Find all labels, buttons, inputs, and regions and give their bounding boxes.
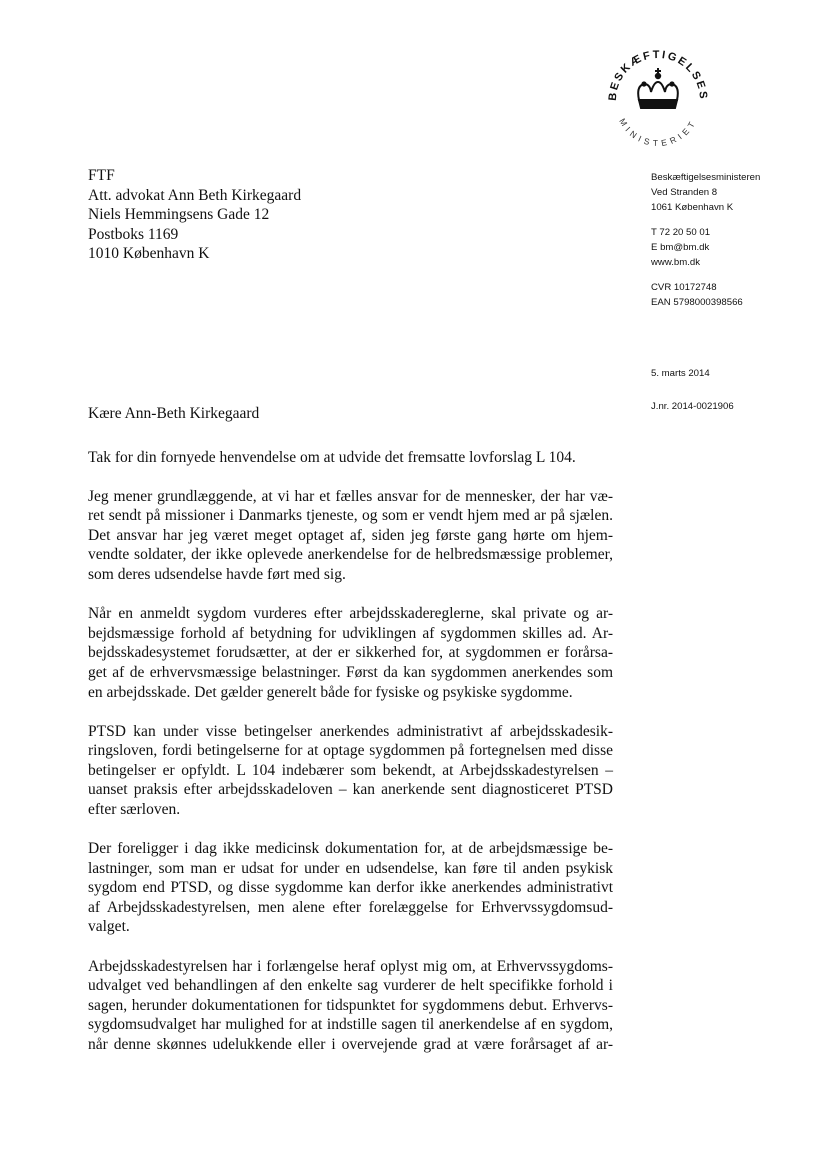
recipient-address — [88, 166, 508, 264]
recipient-line: 1010 København K — [88, 245, 210, 262]
paragraph-line: bejdsmæssige forhold af betydning for udviklingen af sygdommen skilles ad. Ar- — [88, 624, 613, 642]
svg-text:MINISTERIET — [617, 117, 698, 149]
letter-date: 5. marts 2014 — [651, 368, 710, 379]
sender-cvr: CVR 10172748 — [651, 282, 717, 293]
paragraph-line: valget. — [88, 918, 130, 936]
sender-phone: T 72 20 50 01 — [651, 227, 711, 238]
sender-city: 1061 København K — [651, 202, 734, 213]
paragraph-line: Der foreligger i dag ikke medicinsk dokumentation for, at de arbejdsmæssige be- — [88, 840, 613, 858]
paragraph-line: sagen, herunder dokumentationen for tidspunktet for sygdommens debut. Erhvervs- — [88, 996, 613, 1014]
logo-arc-bottom: MINISTERIET — [617, 116, 699, 149]
paragraph-line: Det ansvar har jeg været meget optaget af, siden jeg første gang hørte om hjem- — [88, 526, 613, 544]
paragraph — [88, 448, 613, 468]
letter-body — [88, 404, 613, 1074]
sender-web: www.bm.dk — [651, 257, 701, 268]
paragraph — [88, 722, 613, 820]
journal-number: J.nr. 2014-0021906 — [651, 401, 734, 412]
sender-ean: EAN 5798000398566 — [651, 297, 743, 308]
sender-name: Beskæftigelsesministeren — [651, 172, 761, 183]
paragraph-line: efter særloven. — [88, 801, 181, 818]
paragraph — [88, 487, 613, 585]
paragraph-line: ret sendt på missioner i Danmarks tjeneste, og som er vendt hjem med ar på sjælen. — [88, 507, 613, 525]
paragraph-line: Når en anmeldt sygdom vurderes efter arbejdsskadereglerne, skal private og ar- — [88, 605, 613, 623]
paragraph-line: udvalget ved behandlingen af den enkelte sag vurderer de helt specifikke forhold i — [88, 977, 613, 995]
paragraph-line: når denne skønnes udelukkende eller i overvejende grad at være forårsaget af ar- — [88, 1035, 613, 1053]
crown-seal-icon — [598, 38, 718, 153]
paragraph-line: bejdsskadesystemet forudsætter, at der er sikkerhed for, at sygdommen er forårsa- — [88, 644, 613, 662]
crown-icon — [638, 68, 678, 108]
paragraph-line: vendte soldater, der ikke oplevede anerkendelse for de helbredsmæssige problemer, — [88, 546, 613, 564]
paragraph — [88, 604, 613, 702]
paragraph-line: uanset praksis efter arbejdsskadeloven – kan anerkende sent diagnosticeret PTSD — [88, 781, 613, 799]
salutation: Kære Ann-Beth Kirkegaard — [88, 405, 260, 422]
sender-info — [651, 170, 821, 310]
paragraph-line: ringsloven, fordi betingelserne for at optage sygdommen på fortegnelsen med disse — [88, 742, 613, 760]
recipient-line: Niels Hemmingsens Gade 12 — [88, 206, 270, 223]
paragraph-line: lastninger, som man er udsat for under en udsendelse, kan føre til anden psykisk — [88, 859, 613, 877]
recipient-line: Att. advokat Ann Beth Kirkegaard — [88, 186, 302, 204]
logo-arc-top: BESKÆFTIGELSES — [606, 48, 710, 102]
paragraph-line: Jeg mener grundlæggende, at vi har et fælles ansvar for de mennesker, der har væ- — [88, 487, 613, 505]
paragraph-line: af Arbejdsskadestyrelsen, men alene efter forelæggelse for Erhvervssygdomsud- — [88, 898, 613, 916]
recipient-line: FTF — [88, 167, 115, 184]
paragraph-line: som deres udsendelse havde ført med sig. — [88, 566, 346, 584]
recipient-line: Postboks 1169 — [88, 225, 179, 243]
paragraph — [88, 957, 613, 1055]
paragraph-line: Arbejdsskadestyrelsen har i forlængelse heraf oplyst mig om, at Erhvervssygdoms- — [88, 957, 613, 975]
paragraph — [88, 839, 613, 937]
paragraph-line: PTSD kan under visse betingelser anerkendes administrativt af arbejdsskadesik- — [88, 722, 613, 740]
paragraph-line: sygdom end PTSD, og disse sygdomme kan derfor ikke anerkendes administrativt — [88, 879, 613, 897]
paragraph-line: sygdomsudvalget har mulighed for at indstille sagen til anerkendelse af en sygdom, — [88, 1016, 613, 1034]
paragraph-line: en arbejdsskade. Det gælder generelt både for fysiske og psykiske sygdomme. — [88, 683, 573, 701]
paragraph-line: get af de erhvervsmæssige belastninger. Først da kan sygdommen anerkendes som — [88, 663, 613, 681]
sender-street: Ved Stranden 8 — [651, 187, 718, 198]
paragraph-line: Tak for din fornyede henvendelse om at udvide det fremsatte lovforslag L 104. — [88, 448, 576, 466]
ministry-logo — [598, 38, 718, 153]
sender-email: E bm@bm.dk — [651, 242, 710, 253]
paragraph-line: betingelser er opfyldt. L 104 indebærer som bekendt, at Arbejdsskadestyrelsen – — [88, 761, 613, 779]
